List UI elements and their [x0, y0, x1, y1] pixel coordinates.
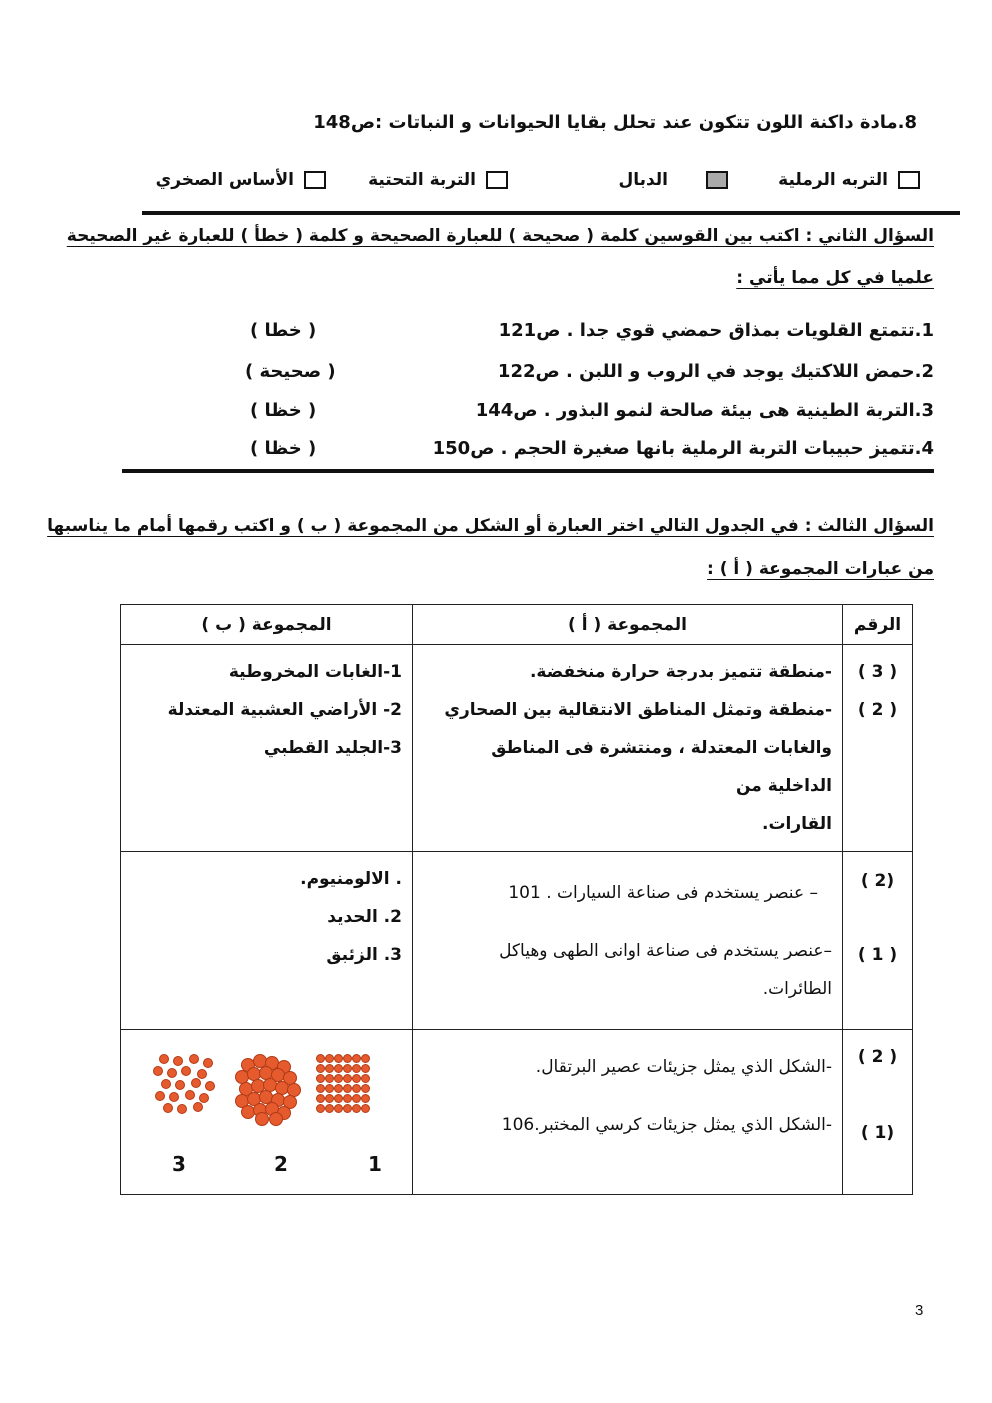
- row3-num-2: (1 ): [860, 1123, 895, 1143]
- particle: [334, 1054, 343, 1063]
- row1-a-line: القارات.: [762, 814, 832, 834]
- particle: [163, 1103, 173, 1113]
- figure-label-2: 2: [274, 1152, 288, 1176]
- particle: [191, 1078, 201, 1088]
- row2-a-line: الطائرات.: [762, 979, 832, 999]
- particle: [343, 1064, 352, 1073]
- row2-numbers: [843, 852, 913, 1030]
- particle: [343, 1074, 352, 1083]
- answer-1: ( خطا ): [250, 320, 317, 341]
- particle: [173, 1056, 183, 1066]
- particle: [352, 1054, 361, 1063]
- option-humus[interactable]: [618, 170, 728, 190]
- row1-b-line: 1-الغابات المخروطية: [228, 662, 402, 682]
- statement-1: 1.تتمتع القلويات بمذاق حمضي قوي جدا . ص121: [498, 320, 934, 341]
- option-subsoil[interactable]: [368, 170, 508, 190]
- row2-num-2: ( 1 ): [857, 945, 898, 965]
- particle: [352, 1084, 361, 1093]
- figure-label-3: 3: [172, 1152, 186, 1176]
- option-label: التربه الرملية: [778, 170, 888, 190]
- section2-subtitle: علميا في كل مما يأتي :: [736, 268, 934, 288]
- row2-group-b: [121, 852, 413, 1030]
- table-row: [121, 645, 913, 852]
- particle: [334, 1064, 343, 1073]
- statement-4: 4.تتميز حبيبات التربة الرملية بانها صغيرة الحجم . ص150: [432, 438, 934, 459]
- option-bedrock[interactable]: [156, 170, 326, 190]
- figure-liquid: [235, 1054, 299, 1120]
- particle: [316, 1094, 325, 1103]
- particle: [199, 1093, 209, 1103]
- row2-b-line: . الالومنيوم.: [300, 869, 402, 889]
- row1-numbers: [843, 645, 913, 852]
- row2-group-a: [413, 852, 843, 1030]
- particle: [316, 1054, 325, 1063]
- row1-b-line: 2- الأراضي العشبية المعتدلة: [167, 700, 402, 720]
- particle: [155, 1091, 165, 1101]
- row1-a-line: -منطقة تتميز بدرجة حرارة منخفضة.: [529, 662, 832, 682]
- answer-3: ( خظا ): [250, 400, 317, 421]
- table-row: [121, 852, 913, 1030]
- particle: [343, 1094, 352, 1103]
- row1-b-line: 3-الجليد القطبي: [263, 738, 402, 758]
- particle: [255, 1112, 269, 1126]
- particle: [325, 1094, 334, 1103]
- row1-num-2: ( 2 ): [857, 700, 898, 720]
- q8-text: 8.مادة داكنة اللون تتكون عند تحلل بقايا الحيوانات و النباتات :ص148: [313, 112, 917, 133]
- particle: [325, 1084, 334, 1093]
- particle: [316, 1084, 325, 1093]
- particle: [153, 1066, 163, 1076]
- section3-subtitle: من عبارات المجموعة ( أ ) :: [707, 559, 934, 579]
- row2-b-line: 2. الحديد: [327, 907, 402, 927]
- particle: [334, 1074, 343, 1083]
- particle: [169, 1092, 179, 1102]
- particle: [203, 1058, 213, 1068]
- particle: [361, 1094, 370, 1103]
- figure-gas: [151, 1054, 215, 1120]
- divider: [142, 211, 960, 215]
- particle: [177, 1104, 187, 1114]
- particle: [175, 1080, 185, 1090]
- row3-a-line: -الشكل الذي يمثل جزيئات عصير البرتقال.: [535, 1057, 832, 1077]
- header-group-b: المجموعة ( ب ): [121, 605, 413, 645]
- particle: [343, 1054, 352, 1063]
- particle: [352, 1074, 361, 1083]
- option-label: التربة التحتية: [368, 170, 476, 190]
- checkbox-subsoil[interactable]: [486, 171, 508, 189]
- row2-b-line: 3. الزئبق: [326, 945, 402, 965]
- particle: [334, 1104, 343, 1113]
- row1-group-a: [413, 645, 843, 852]
- option-label: الدبال: [618, 170, 668, 190]
- particle: [316, 1064, 325, 1073]
- particle: [343, 1104, 352, 1113]
- particle: [334, 1084, 343, 1093]
- divider: [122, 469, 934, 473]
- particle: [361, 1074, 370, 1083]
- particle: [343, 1084, 352, 1093]
- particle: [161, 1079, 171, 1089]
- particle: [181, 1066, 191, 1076]
- particle: [361, 1104, 370, 1113]
- answer-2: ( صحيحة ): [245, 361, 336, 382]
- row2-a-line: – عنصر يستخدم فى صناعة السيارات . 101: [508, 883, 818, 903]
- header-num: الرقم: [843, 605, 913, 645]
- table-row: [121, 1030, 913, 1195]
- particle: [352, 1094, 361, 1103]
- particle: [352, 1064, 361, 1073]
- checkbox-humus[interactable]: [706, 171, 728, 189]
- section3-title: السؤال الثالث : في الجدول التالي اختر العبارة أو الشكل من المجموعة ( ب ) و اكتب رقمها أمام ما يناسبها: [47, 516, 934, 536]
- row1-num-1: ( 3 ): [857, 662, 898, 682]
- particle: [269, 1112, 283, 1126]
- statement-3: 3.التربة الطينية هى بيئة صالحة لنمو البذور . ص144: [475, 400, 934, 421]
- particle: [193, 1102, 203, 1112]
- checkbox-bedrock[interactable]: [304, 171, 326, 189]
- row1-a-line: -منطقة وتمثل المناطق الانتقالية بين الصحاري: [444, 700, 832, 720]
- section2-title: السؤال الثاني : اكتب بين القوسين كلمة ( صحيحة ) للعبارة الصحيحة و كلمة ( خطأ ) للعبارة غير الصحيحة: [66, 226, 934, 246]
- page-number: 3: [915, 1302, 924, 1319]
- table-header-row: [121, 605, 913, 645]
- particle: [316, 1074, 325, 1083]
- option-label: الأساس الصخري: [155, 170, 294, 190]
- particle: [325, 1074, 334, 1083]
- figure-label-1: 1: [368, 1152, 382, 1176]
- row3-numbers: [843, 1030, 913, 1195]
- particle: [159, 1054, 169, 1064]
- particle: [334, 1094, 343, 1103]
- option-sandy-soil[interactable]: [778, 170, 920, 190]
- answer-4: ( خظا ): [250, 438, 317, 459]
- particle: [205, 1081, 215, 1091]
- row3-group-a: [413, 1030, 843, 1195]
- particle: [197, 1069, 207, 1079]
- particle: [185, 1090, 195, 1100]
- particle: [352, 1104, 361, 1113]
- particle: [361, 1064, 370, 1073]
- particle: [325, 1054, 334, 1063]
- molecule-figures: [121, 1030, 411, 1195]
- header-group-a: المجموعة ( أ ): [413, 605, 843, 645]
- row2-num-1: (2 ): [860, 871, 895, 891]
- row3-a-line: -الشكل الذي يمثل جزيئات كرسي المختبر.106: [501, 1115, 832, 1135]
- particle: [325, 1104, 334, 1113]
- particle: [189, 1054, 199, 1064]
- row3-group-b: [121, 1030, 413, 1195]
- particle: [167, 1068, 177, 1078]
- matching-table: [120, 604, 913, 1195]
- statement-2: 2.حمض اللاكتيك يوجد في الروب و اللبن . ص122: [497, 361, 934, 382]
- particle: [361, 1084, 370, 1093]
- particle: [361, 1054, 370, 1063]
- particle: [325, 1064, 334, 1073]
- row1-group-b: [121, 645, 413, 852]
- figure-solid: [316, 1054, 372, 1114]
- row1-a-line: والغابات المعتدلة ، ومنتشرة فى المناطق الداخلية من: [491, 738, 832, 796]
- particle: [316, 1104, 325, 1113]
- checkbox-sandy-soil[interactable]: [898, 171, 920, 189]
- row2-a-line: –عنصر يستخدم فى صناعة اوانى الطهى وهياكل: [499, 941, 832, 961]
- row3-num-1: ( 2 ): [857, 1047, 898, 1067]
